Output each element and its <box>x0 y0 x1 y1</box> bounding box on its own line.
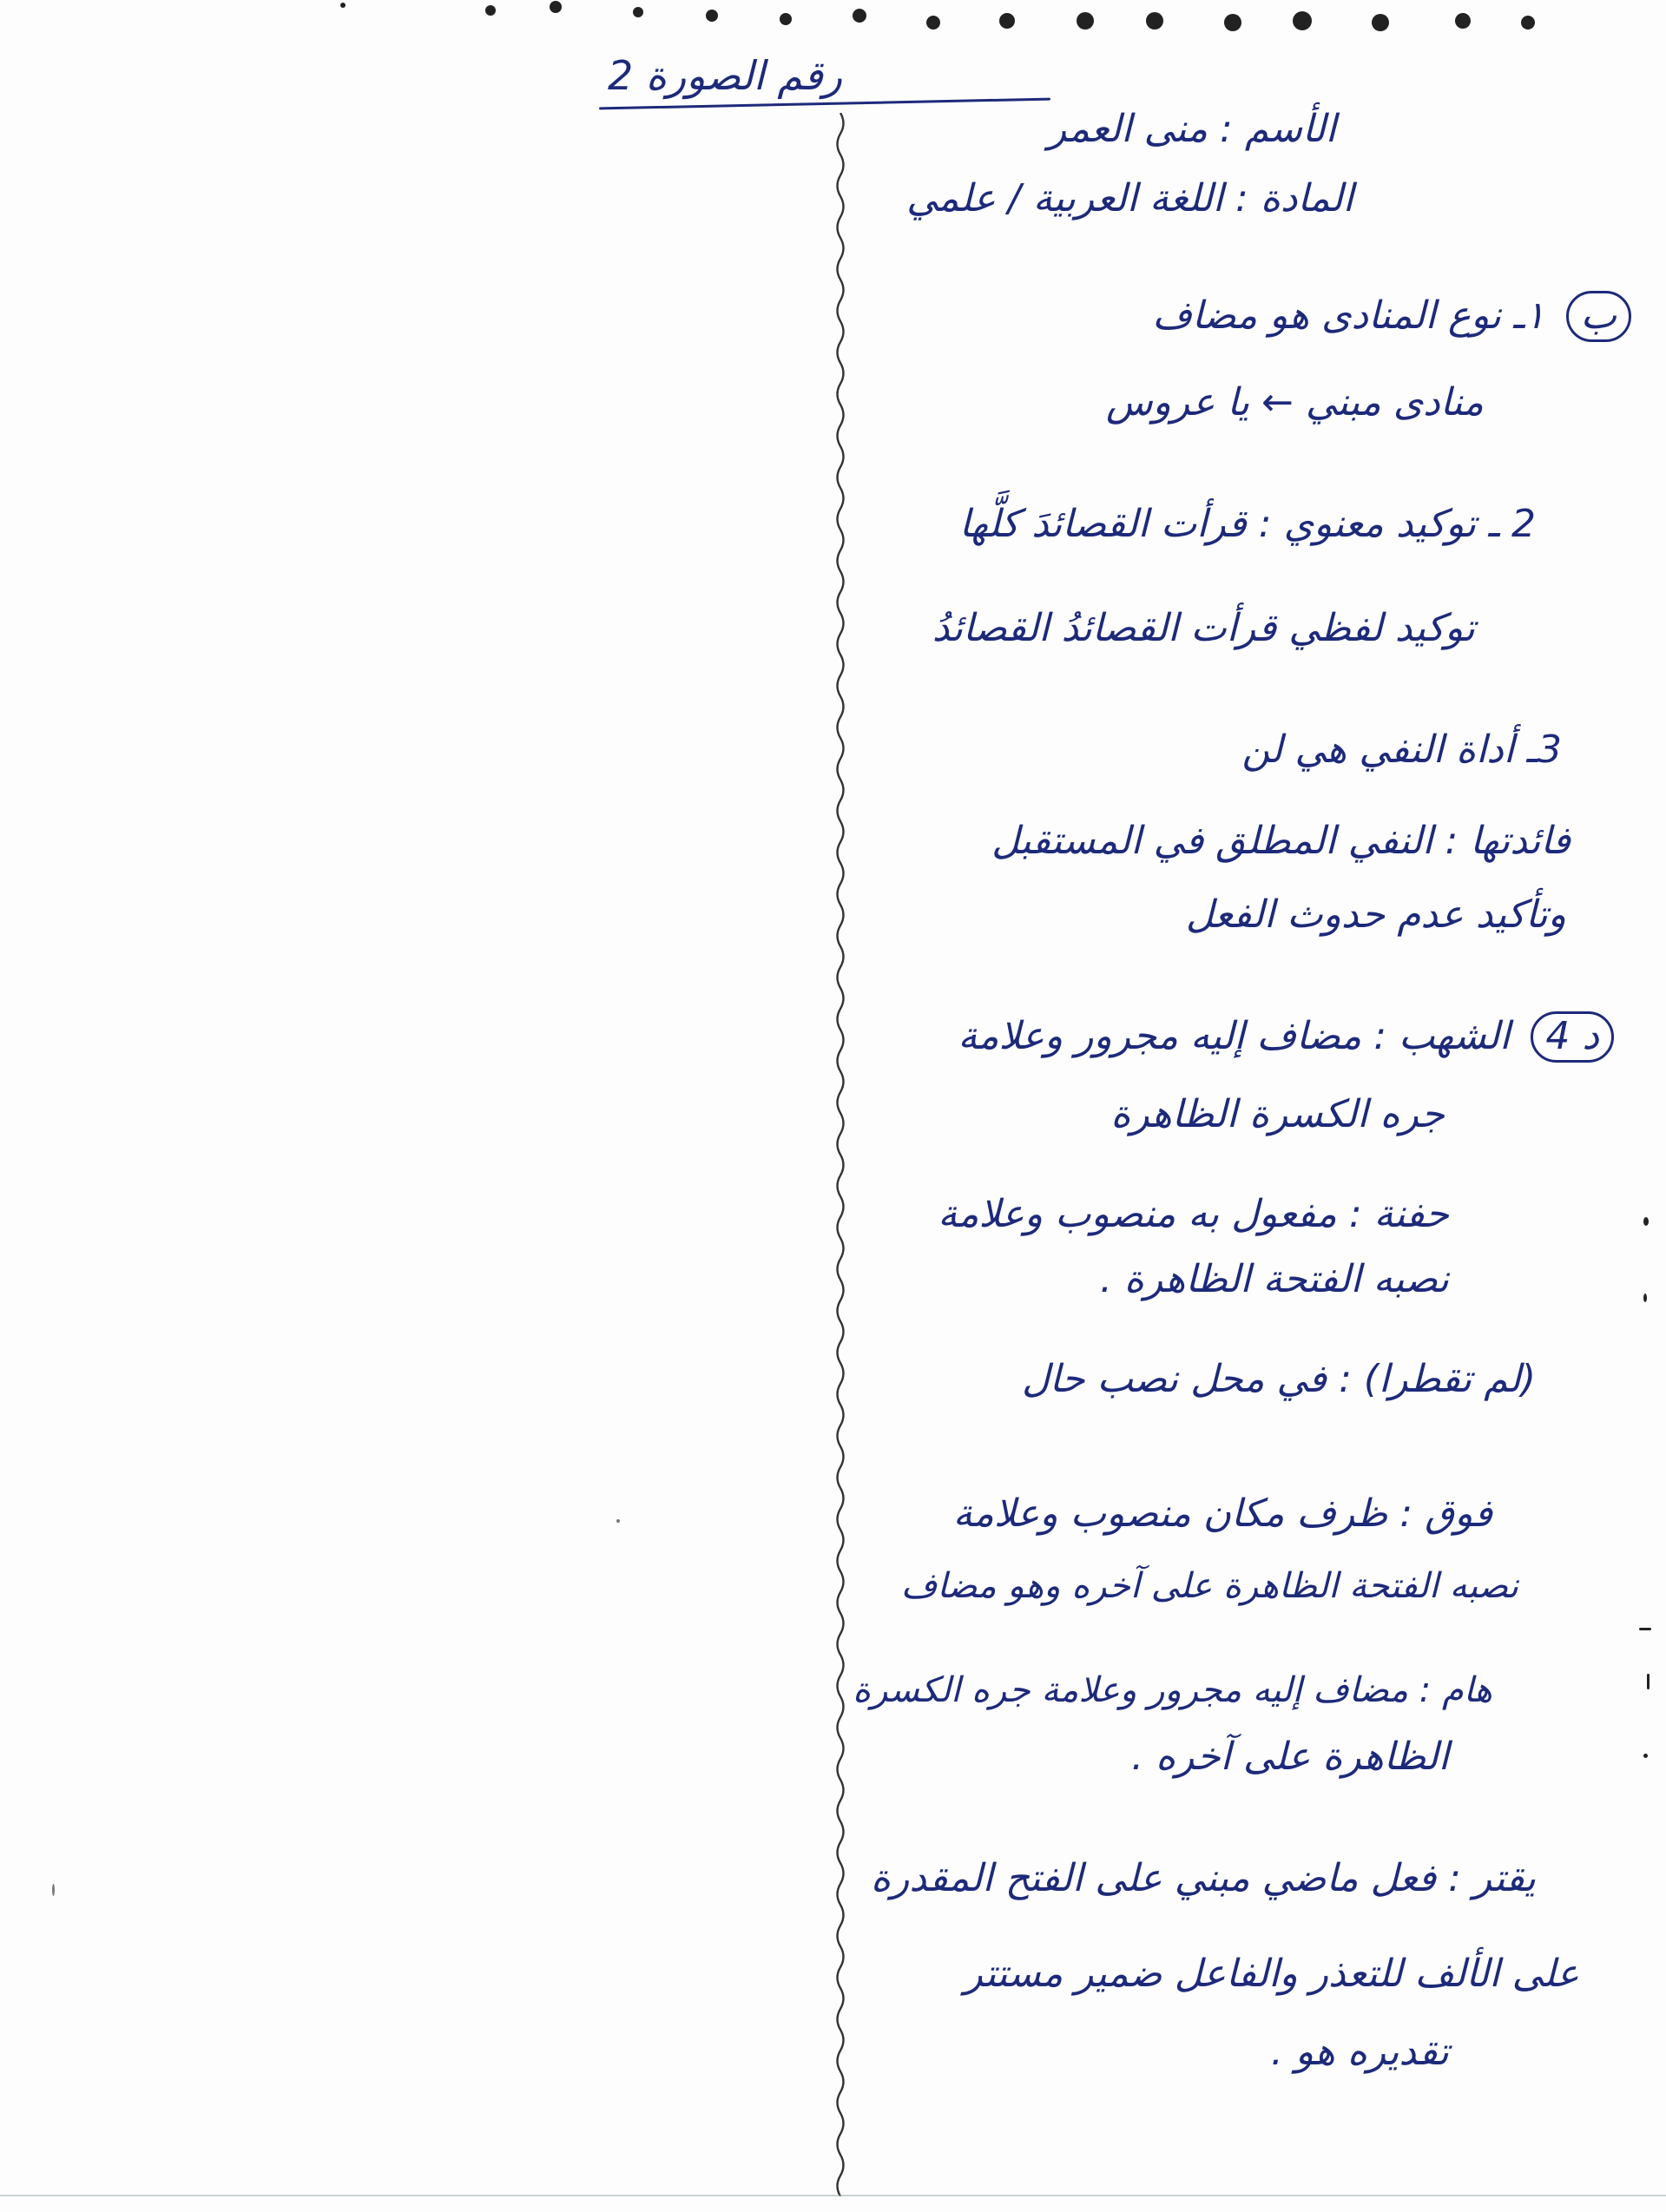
line-q4e: (لم تقطرا) : في محل نصب حال <box>1021 1357 1536 1401</box>
line-q3b: فائدتها : النفي المطلق في المستقبل <box>991 819 1571 863</box>
line-name: الأسم : منى العمر <box>1047 107 1336 151</box>
line-q1: ب ١ـ نوع المنادى هو مضاف <box>1152 291 1631 342</box>
title-underline <box>599 98 1050 110</box>
line-q4k: على الألف للتعذر والفاعل ضمير مستتر <box>964 1952 1579 1996</box>
line-q2b: توكيد لفظي قرأت القصائدُ القصائدُ <box>932 606 1475 650</box>
line-q4i: الظاهرة على آخره . <box>1131 1735 1449 1779</box>
line-q4b: جره الكسرة الظاهرة <box>1110 1092 1445 1136</box>
line-q3c: وتأكيد عدم حدوث الفعل <box>1185 892 1566 937</box>
line-q4: د 4 الشهب : مضاف إليه مجرور وعلامة <box>958 1011 1614 1063</box>
circled-label-d: د 4 <box>1531 1011 1614 1063</box>
line-q4g: نصبه الفتحة الظاهرة على آخره وهو مضاف <box>900 1566 1518 1606</box>
line-q4h: هام : مضاف إليه مجرور وعلامة جره الكسرة <box>853 1670 1492 1710</box>
margin-mark <box>1643 1294 1647 1302</box>
torn-top-edge <box>0 0 1666 35</box>
margin-mark <box>616 1519 620 1523</box>
line-q3: 3ـ أداة النفي هي لن <box>1241 727 1562 772</box>
line-q4f: فوق : ظرف مكان منصوب وعلامة <box>952 1491 1492 1536</box>
line-q4d: نصبه الفتحة الظاهرة . <box>1099 1257 1449 1301</box>
line-subject: المادة : اللغة العربية / علمي <box>906 176 1353 221</box>
line-q4j: يقتر : فعل ماضي مبني على الفتح المقدرة <box>871 1856 1536 1900</box>
line-q1b: منادى مبني ← يا عروس <box>1105 380 1484 425</box>
line-q2: 2 ـ توكيد معنوي : قرأت القصائدَ كلَّها <box>958 502 1536 546</box>
margin-line <box>823 113 858 2196</box>
line-q4c: حفنة : مفعول به منصوب وعلامة <box>938 1192 1449 1236</box>
margin-mark <box>1643 1754 1648 1758</box>
margin-mark <box>1639 1628 1651 1630</box>
circled-label-b: ب <box>1566 291 1631 342</box>
margin-mark <box>1643 1217 1649 1226</box>
page-bottom-edge <box>0 2195 1666 2196</box>
line-q4l: تقديره هو . <box>1270 2030 1449 2074</box>
margin-mark <box>1647 1674 1650 1689</box>
page-title: رقم الصورة 2 <box>608 52 843 99</box>
margin-mark <box>52 1884 55 1896</box>
